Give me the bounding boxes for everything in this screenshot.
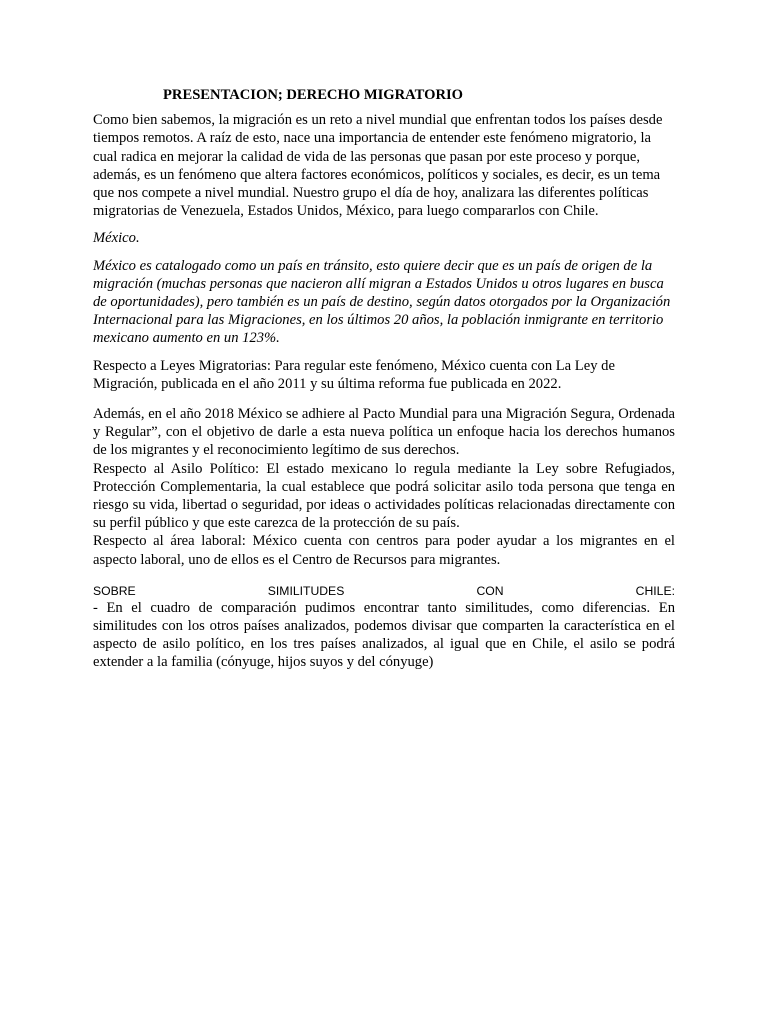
heading-word: CHILE: [635,583,675,598]
mexico-paragraph: México es catalogado como un país en tránsito, esto quiere decir que es un país de origen de la migración (muchas personas que nacieron allí migran a Estados Unidos u otros lugares en busca de oportunidades), pero también es un país de destino, según datos otorgados por la Organización Internacional para las Migraciones, en los últimos 20 años, la población inmigrante en territorio mexicano aumento en un 123%. [93,257,671,347]
mexico-heading: México. [93,230,140,247]
similitudes-heading [93,583,675,599]
pacto-paragraph: Además, en el año 2018 México se adhiere al Pacto Mundial para una Migración Segura, Ordenada y Regular”, con el objetivo de darle a esta nueva política un enfoque hacia los derechos humanos de los migrantes y el reconocimiento legítimo de sus derechos. [93,406,675,459]
heading-word: CON [476,583,504,598]
asilo-paragraph: Respecto al Asilo Político: El estado mexicano lo regula mediante la Ley sobre Refugiados, Protección Complementaria, la cual establece que podrá solicitar asilo toda persona que tenga en riesgo su vida, libertad o seguridad, por ideas o actividades políticas relacionadas directamente con su perfil público y que este carezca de la protección de su país. [93,460,675,532]
intro-paragraph: Como bien sabemos, la migración es un reto a nivel mundial que enfrentan todos los países desde tiempos remotos. A raíz de esto, nace una importancia de entender este fenómeno migratorio, la cual radica en mejorar la calidad de vida de las personas que pasan por este proceso y porque, además, es un fenómeno que altera factores económicos, políticos y sociales, es decir, es un tema que nos compete a nivel mundial. Nuestro grupo el día de hoy, analizara las diferentes políticas migratorias de Venezuela, Estados Unidos, México, para luego compararlos con Chile. [93,112,663,220]
document-title: PRESENTACION; DERECHO MIGRATORIO [163,87,464,103]
document-page [93,86,675,672]
heading-word: SOBRE [93,583,136,598]
laboral-paragraph: Respecto al área laboral: México cuenta con centros para poder ayudar a los migrantes en el aspecto laboral, uno de ellos es el Centro de Recursos para migrantes. [93,533,675,568]
heading-word: SIMILITUDES [267,583,345,598]
similitudes-paragraph: - En el cuadro de comparación pudimos encontrar tanto similitudes, como diferencias. En similitudes con los otros países analizados, podemos divisar que comparten la característica en el aspecto de asilo político, en los tres países analizados, al igual que en Chile, el asilo se podrá extender a la familia (cónyuge, hijos suyos y del cónyuge) [93,599,675,671]
leyes-paragraph: Respecto a Leyes Migratorias: Para regular este fenómeno, México cuenta con La Ley de Migración, publicada en el año 2011 y su última reforma fue publicada en 2022. [93,357,615,392]
